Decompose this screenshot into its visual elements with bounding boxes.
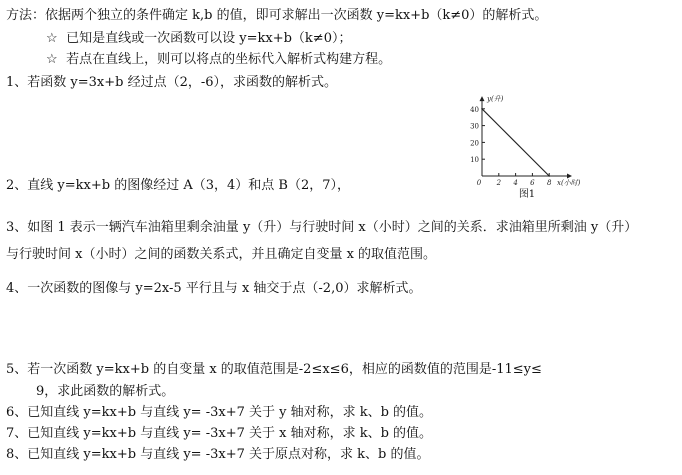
question-3-line-2: 与行驶时间 x（小时）之间的函数关系式，并且确定自变量 x 的取值范围。 bbox=[6, 247, 437, 262]
method-tip-2 bbox=[46, 52, 391, 68]
question-8: 8、已知直线 y=kx+b 与直线 y= -3x+7 关于原点对称，求 k、b 的值。 bbox=[6, 447, 430, 462]
star-icon: ☆ bbox=[46, 52, 58, 67]
question-3-line-1: 3、如图 1 表示一辆汽车油箱里剩余油量 y（升）与行驶时间 x（小时）之间的关系．求油箱里所剩油 y（升） bbox=[6, 220, 638, 235]
figure-1-chart bbox=[466, 92, 588, 202]
question-4: 4、一次函数的图像与 y=2x-5 平行且与 x 轴交于点（-2,0）求解析式。 bbox=[6, 281, 422, 296]
data-point bbox=[481, 108, 483, 110]
method-tip-2-text: 若点在直线上，则可以将点的坐标代入解析式构建方程。 bbox=[66, 52, 392, 67]
y-tick-label: 40 bbox=[470, 105, 479, 114]
x-tick-label: 8 bbox=[546, 179, 552, 187]
y-axis-arrow bbox=[480, 96, 485, 101]
x-axis-label: x(小时) bbox=[557, 179, 581, 187]
y-tick-label: 10 bbox=[470, 156, 479, 165]
figure-caption: 图1 bbox=[518, 189, 536, 200]
x-axis-arrow bbox=[567, 174, 572, 179]
question-5-line-1: 5、若一次函数 y=kx+b 的自变量 x 的取值范围是-2≤x≤6，相应的函数值的范围是-11≤y≤ bbox=[6, 362, 542, 377]
y-axis-label: y(升) bbox=[487, 95, 504, 104]
question-6: 6、已知直线 y=kx+b 与直线 y= -3x+7 关于 y 轴对称，求 k、b 的值。 bbox=[6, 405, 433, 420]
y-tick-label: 20 bbox=[470, 139, 479, 148]
fuel-line bbox=[482, 109, 549, 176]
x-tick-label: 2 bbox=[496, 179, 502, 187]
question-1: 1、若函数 y=3x+b 经过点（2，-6），求函数的解析式。 bbox=[6, 75, 338, 90]
x-tick-label: 0 bbox=[476, 179, 482, 187]
question-2: 2、直线 y=kx+b 的图像经过 A（3，4）和点 B（2，7）， bbox=[6, 178, 350, 193]
x-tick-label: 4 bbox=[513, 179, 518, 187]
star-icon: ☆ bbox=[46, 31, 58, 46]
data-point bbox=[548, 175, 550, 177]
method-tip-1-text: 已知是直线或一次函数可以设 y=kx+b（k≠0）； bbox=[66, 31, 352, 46]
method-tip-1 bbox=[46, 31, 351, 47]
question-5-line-2: 9，求此函数的解析式。 bbox=[36, 384, 175, 399]
y-tick-label: 30 bbox=[470, 122, 479, 131]
method-title: 方法：依据两个独立的条件确定 k,b 的值，即可求解出一次函数 y=kx+b（k≠0）的解析式。 bbox=[6, 8, 548, 23]
x-tick-label: 6 bbox=[530, 179, 535, 187]
question-7: 7、已知直线 y=kx+b 与直线 y= -3x+7 关于 x 轴对称，求 k、b 的值。 bbox=[6, 426, 433, 441]
